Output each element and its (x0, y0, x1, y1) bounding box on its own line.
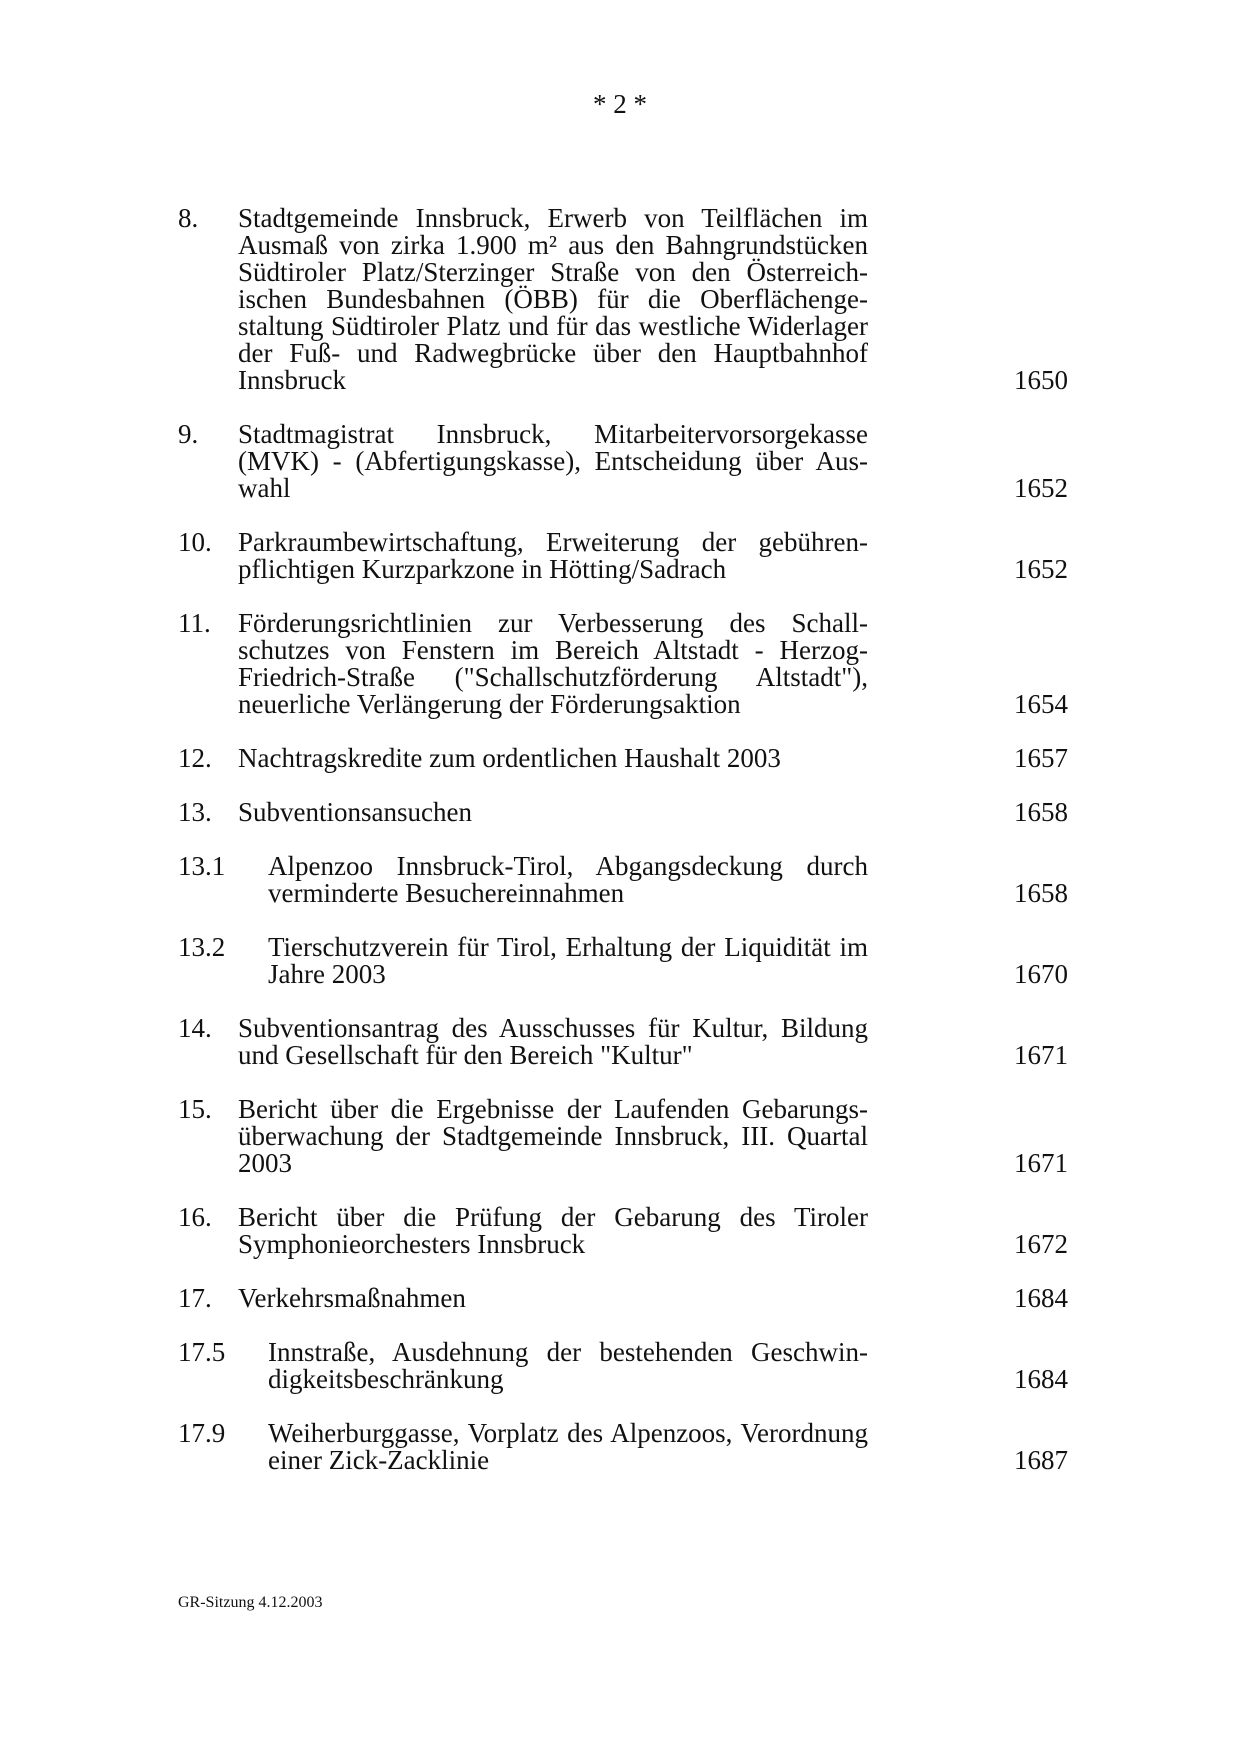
entry-text: Bericht über die Prüfung der Gebarung des Tiroler Symphonieorchesters Innsbruck (238, 1202, 868, 1259)
entry-text: Weiherburggasse, Vorplatz des Alpenzoos, Verordnung einer Zick-Zacklinie (268, 1418, 868, 1475)
entry-text: Stadtgemeinde Innsbruck, Erwerb von Teilflächen im Ausmaß von zirka 1.900 m² aus den Bahngrundstücken Südtiroler Platz/Sterzinger Straße von den Österreichischen Bundesbahnen (ÖBB) für die Oberflächengestaltung Südtiroler Platz und für das westliche Widerlager der Fuß- und Radwegbrücke über den Hauptbahnhof Innsbruck (238, 203, 868, 395)
entry-page: 1684 (1014, 1283, 1068, 1313)
entry-page: 1670 (1014, 959, 1068, 989)
entry-number: 10. (178, 527, 212, 557)
entry-number: 14. (178, 1013, 212, 1043)
footer-session-date: GR-Sitzung 4.12.2003 (178, 1594, 323, 1611)
page-number: * 2 * (593, 89, 647, 119)
toc-entry-16 (178, 1204, 1068, 1258)
entry-number: 13.1 (178, 851, 226, 881)
entry-text: Nachtragskredite zum ordentlichen Haushalt 2003 (238, 743, 781, 773)
entry-page: 1657 (1014, 743, 1068, 773)
entry-page: 1652 (1014, 473, 1068, 503)
entry-page: 1671 (1014, 1040, 1068, 1070)
toc-entry-15 (178, 1096, 1068, 1177)
entry-number: 12. (178, 743, 212, 773)
entry-text: Subventionsansuchen (238, 797, 472, 827)
toc-entry-13 (178, 799, 1068, 826)
entry-number: 15. (178, 1094, 212, 1124)
toc-entry-14 (178, 1015, 1068, 1069)
entry-page: 1684 (1014, 1364, 1068, 1394)
entry-text: Tierschutzverein für Tirol, Erhaltung der Liquidität im Jahre 2003 (268, 932, 868, 989)
entry-number: 11. (178, 608, 211, 638)
toc-entry-17-9 (178, 1420, 1068, 1474)
entry-number: 9. (178, 419, 199, 449)
entry-page: 1652 (1014, 554, 1068, 584)
entry-page: 1650 (1014, 365, 1068, 395)
entry-text: Verkehrsmaßnahmen (238, 1283, 466, 1313)
toc-entry-17-5 (178, 1339, 1068, 1393)
toc-entry-12 (178, 745, 1068, 772)
entry-page: 1687 (1014, 1445, 1068, 1475)
entry-number: 16. (178, 1202, 212, 1232)
entry-number: 8. (178, 203, 199, 233)
toc-entry-9 (178, 421, 1068, 502)
entry-page: 1658 (1014, 878, 1068, 908)
entry-text: Subventionsantrag des Ausschusses für Kultur, Bildung und Gesellschaft für den Bereich "Kultur" (238, 1013, 868, 1070)
entry-text: Bericht über die Ergebnisse der Laufenden Gebarungsüberwachung der Stadtgemeinde Innsbruck, III. Quartal 2003 (238, 1094, 868, 1178)
entry-text: Innstraße, Ausdehnung der bestehenden Geschwindigkeitsbeschränkung (268, 1337, 868, 1394)
entry-page: 1671 (1014, 1148, 1068, 1178)
entry-number: 13. (178, 797, 212, 827)
entry-text: Förderungsrichtlinien zur Verbesserung des Schallschutzes von Fenstern im Bereich Altstadt - Herzog-Friedrich-Straße ("Schallschutzförderung Altstadt"), neuerliche Verlängerung der Förderungsaktion (238, 608, 868, 719)
entry-page: 1654 (1014, 689, 1068, 719)
toc-entry-13-2 (178, 934, 1068, 988)
entry-text: Alpenzoo Innsbruck-Tirol, Abgangsdeckung durch verminderte Besuchereinnahmen (268, 851, 868, 908)
entry-text: Parkraumbewirtschaftung, Erweiterung der gebührenpflichtigen Kurzparkzone in Hötting/Sadrach (238, 527, 868, 584)
entry-page: 1672 (1014, 1229, 1068, 1259)
entry-number: 17.9 (178, 1418, 226, 1448)
toc-entry-8 (178, 205, 1068, 394)
toc-entry-10 (178, 529, 1068, 583)
entry-number: 17. (178, 1283, 212, 1313)
toc-entry-11 (178, 610, 1068, 718)
entry-text: Stadtmagistrat Innsbruck, Mitarbeitervorsorgekasse (MVK) - (Abfertigungskasse), Entscheidung über Auswahl (238, 419, 868, 503)
entry-page: 1658 (1014, 797, 1068, 827)
toc-entry-17 (178, 1285, 1068, 1312)
entry-number: 13.2 (178, 932, 226, 962)
entry-number: 17.5 (178, 1337, 226, 1367)
table-of-contents (178, 205, 1068, 1501)
toc-entry-13-1 (178, 853, 1068, 907)
